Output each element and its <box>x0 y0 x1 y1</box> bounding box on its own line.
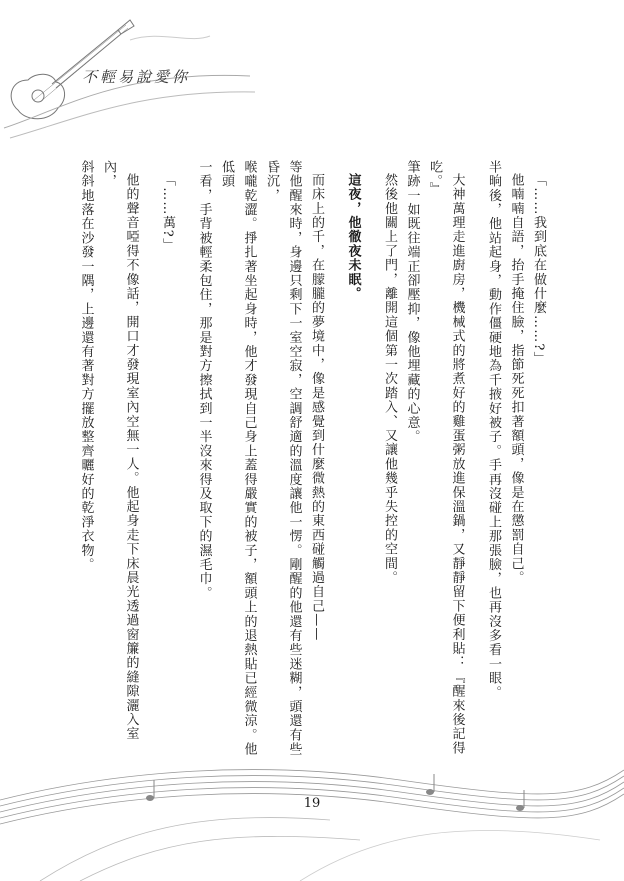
body-paragraph: 「……萬?」 <box>160 173 175 253</box>
body-paragraph: 半晌後，他站起身，動作僵硬地為千掖好被子。手再沒碰上那張臉，也再沒多看一眼。 <box>486 160 501 700</box>
body-paragraph: 「……我到底在做什麼……?」 <box>531 173 546 366</box>
page-number: 19 <box>303 796 321 811</box>
running-header-title: 不輕易說愛你 <box>82 68 191 86</box>
body-paragraph: 等他醒來時，身邊只剩下一室空寂，空調舒適的溫度讓他一愣。剛醒的他還有些迷糊，頭還有些昏沉， <box>264 160 302 757</box>
body-paragraph: 斜斜地落在沙發一隅，上邊還有著對方擺放整齊曬好的乾淨衣物。 <box>79 160 94 572</box>
paragraph-spacer <box>142 160 156 760</box>
body-paragraph: 喉嚨乾澀。掙扎著坐起身時，他才發現自己身上蓋得嚴實的被子，額頭上的退熱貼已經微涼。他低頭 <box>219 160 257 757</box>
body-paragraph: 而床上的千，在朦朧的夢境中，像是感覺到什麼微熱的東西碰觸過自己—— <box>309 173 324 642</box>
body-paragraph: 然後他關上了門，離開這個第一次踏入、又讓他幾乎失控的空間。 <box>382 173 397 585</box>
body-paragraph: 大神萬理走進廚房，機械式的將煮好的雞蛋粥放進保溫鍋，又靜靜留下便利貼：『醒來後記得吃。』 <box>427 160 465 756</box>
paragraph-spacer <box>468 160 482 760</box>
body-paragraph: 他的聲音啞得不像話，開口才發現室內空無一人。他起身走下床晨光透過窗簾的縫隙灑入室內， <box>101 160 139 741</box>
paragraph-spacer <box>364 160 378 760</box>
body-paragraph: 筆跡一如既往端正卻壓抑，像他埋藏的心意。 <box>404 160 420 444</box>
body-paragraph: 他喃喃自語，抬手掩住臉，指節死死扣著額頭，像是在懲罰自己。 <box>508 173 524 585</box>
body-paragraph: 一看，手背被輕柔包住，那是對方擦拭到一半沒來得及取下的濕毛巾。 <box>196 160 212 601</box>
body-paragraph: 這夜，他徹夜未眠。 <box>345 173 361 301</box>
paragraph-spacer <box>327 160 341 760</box>
vertical-body-text <box>79 160 549 760</box>
paragraph-spacer <box>178 160 192 760</box>
